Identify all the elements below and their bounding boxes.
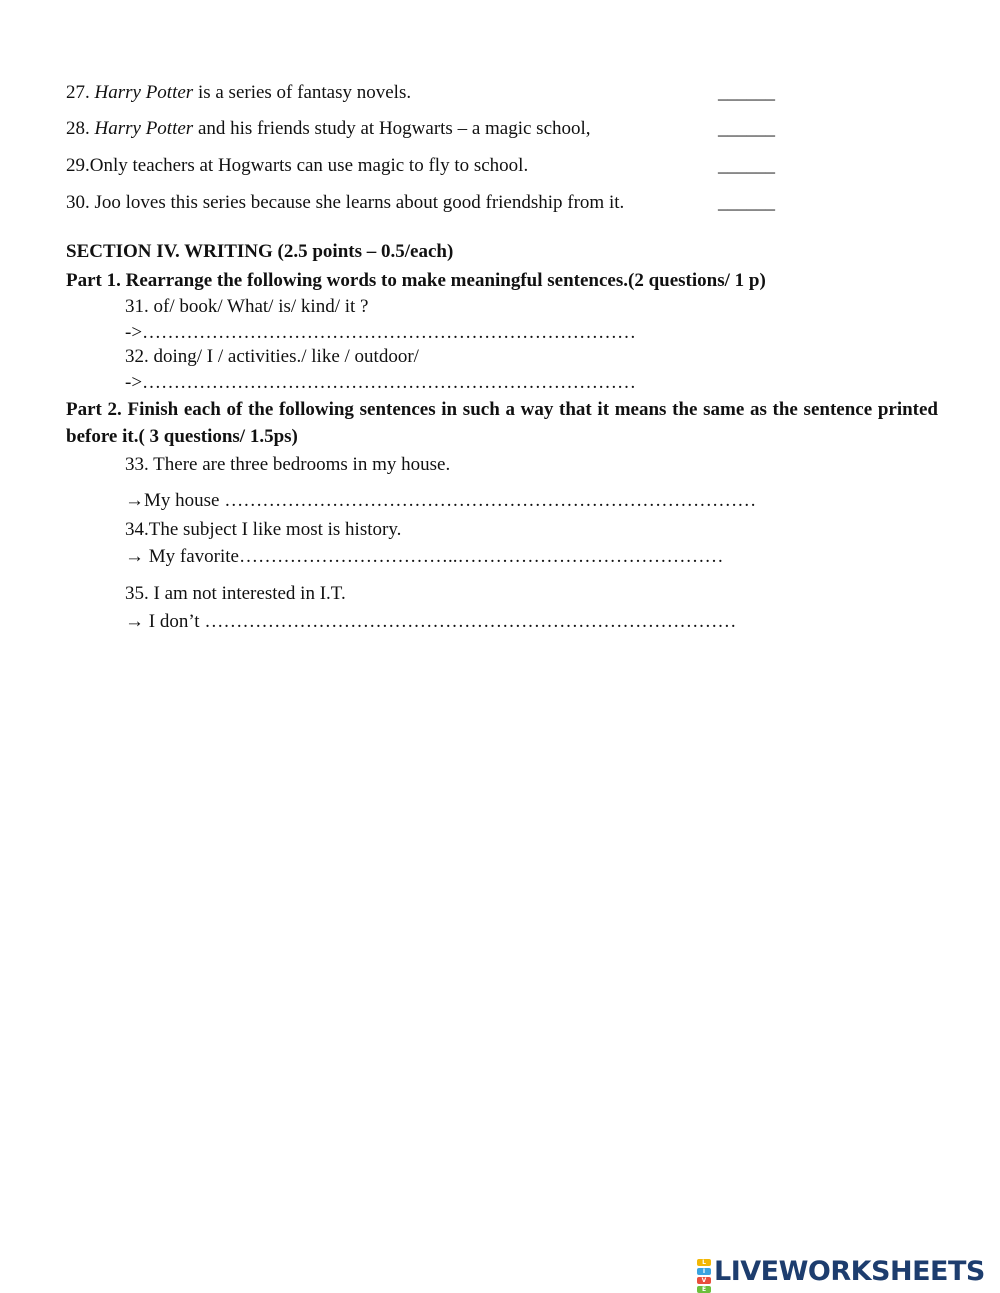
logo-box-e: E <box>697 1286 711 1293</box>
question-35: 35. I am not interested in I.T. <box>125 583 346 604</box>
item-title: Harry Potter <box>94 82 194 103</box>
item-text: is a series of fantasy novels. <box>193 82 412 103</box>
answer-line-31[interactable]: ->…………………………………………………………………… <box>125 322 637 343</box>
tf-item-27 <box>66 82 411 105</box>
item-text: Only teachers at Hogwarts can use magic to fly to school. <box>89 155 529 176</box>
answer-blank-27[interactable]: ______ <box>718 82 775 103</box>
question-32: 32. doing/ I / activities./ like / outdoor/ <box>125 346 419 367</box>
answer-blank-29[interactable]: ______ <box>718 155 775 176</box>
logo-box-l: L <box>697 1259 711 1266</box>
tf-item-30 <box>66 192 624 215</box>
question-33: 33. There are three bedrooms in my house. <box>125 454 451 475</box>
part1-heading: Part 1. Rearrange the following words to make meaningful sentences.(2 questions/ 1 p) <box>66 270 766 291</box>
liveworksheets-logo <box>697 1254 985 1293</box>
answer-blank-28[interactable]: ______ <box>718 118 775 139</box>
answer-line-33[interactable]: →My house ………………………………………………………………………… <box>125 490 757 511</box>
item-text: and his friends study at Hogwarts – a magic school, <box>193 118 591 139</box>
part2-heading: Part 2. Finish each of the following sentences in such a way that it means the same as the sentence printed before it.( 3 questions/ 1.5ps) <box>66 399 938 447</box>
answer-line-32[interactable]: ->…………………………………………………………………… <box>125 372 637 393</box>
tf-item-29 <box>66 155 528 178</box>
item-number: 29. <box>66 155 90 176</box>
section-heading: SECTION IV. WRITING (2.5 points – 0.5/each) <box>66 241 454 262</box>
question-31: 31. of/ book/ What/ is/ kind/ it ? <box>125 296 369 317</box>
item-number: 27. <box>66 82 95 103</box>
item-text: Joo loves this series because she learns about good friendship from it. <box>94 192 625 213</box>
item-title: Harry Potter <box>94 118 194 139</box>
answer-line-34[interactable]: → My favorite……………………………..…………………………………… <box>125 546 724 567</box>
item-number: 30. <box>66 192 95 213</box>
logo-icon <box>697 1258 711 1293</box>
answer-blank-30[interactable]: ______ <box>718 192 775 213</box>
item-number: 28. <box>66 118 95 139</box>
logo-box-v: V <box>697 1277 711 1284</box>
question-34: 34.The subject I like most is history. <box>125 519 402 540</box>
tf-item-28 <box>66 118 591 141</box>
answer-line-35[interactable]: → I don’t ………………………………………………………………………… <box>125 611 737 632</box>
logo-text: LIVEWORKSHEETS <box>714 1255 985 1287</box>
logo-box-i: I <box>697 1268 711 1275</box>
